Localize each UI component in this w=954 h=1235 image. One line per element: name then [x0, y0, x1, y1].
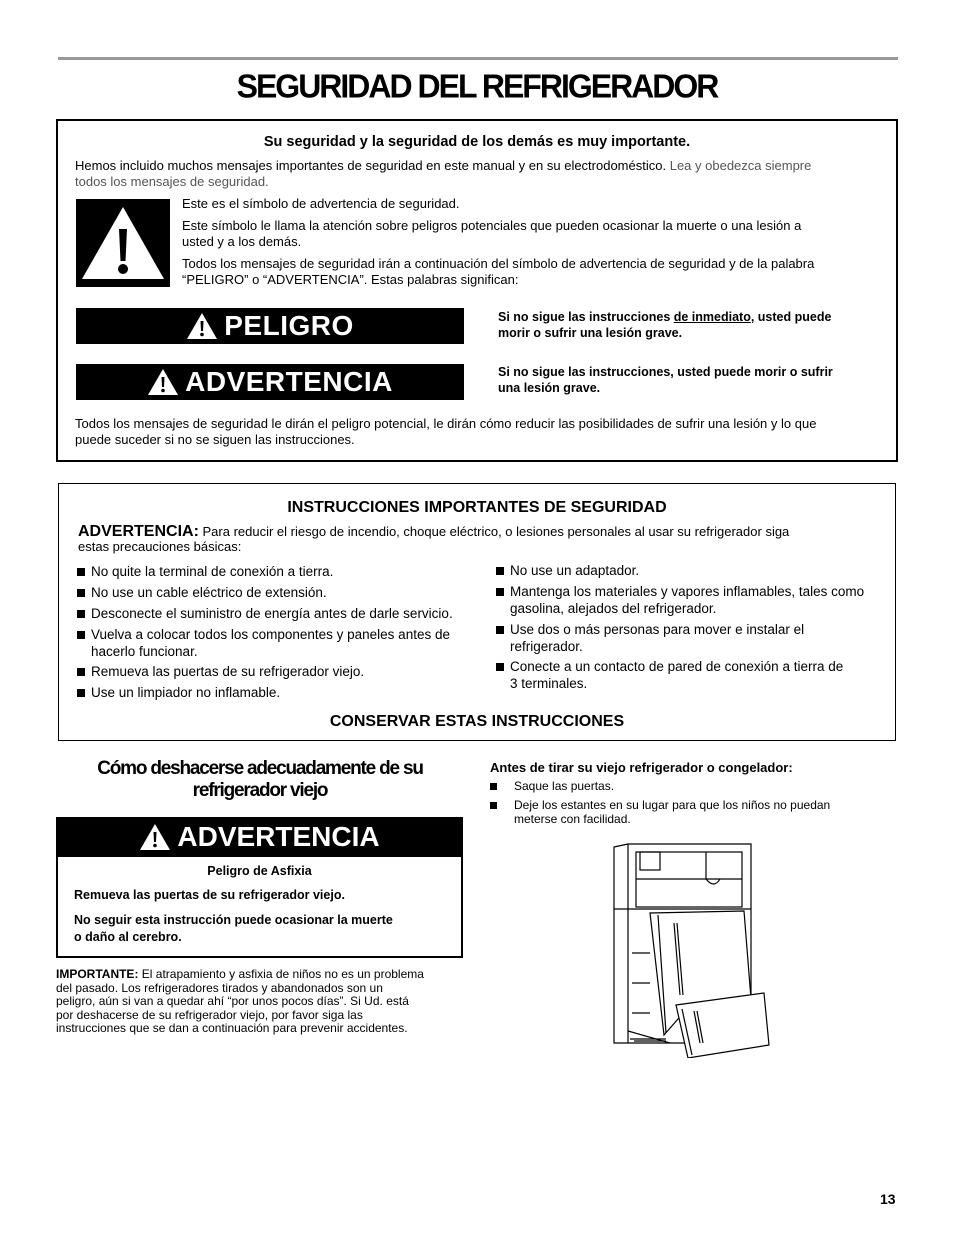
bullet-square-icon: [496, 588, 504, 596]
instructions-footer: CONSERVAR ESTAS INSTRUCCIONES: [329, 713, 625, 730]
list-item: No use un adaptador.: [494, 562, 910, 579]
bullet-square-icon: [496, 663, 504, 671]
page-number: 13: [880, 1191, 896, 1207]
safety-closing: Todos los mensajes de seguridad le dirán el peligro potencial, le dirán cómo reducir las posibilidades de sufrir una lesión y lo que puede suceder si no se siguen las instrucciones.: [75, 416, 817, 447]
top-rule: [58, 57, 898, 60]
bullet-square-icon: [77, 631, 85, 639]
list-item: Use un limpiador no inflamable.: [75, 684, 491, 701]
symbol-text-3: Todos los mensajes de seguridad irán a continuación del símbolo de advertencia de seguridad y de la palabra “PELIGRO” o “ADVERTENCIA”. Estas palabras significan:: [182, 256, 815, 287]
bullet-square-icon: [77, 668, 85, 676]
disposal-heading: Cómo deshacerse adecuadamente de su refrigerador viejo: [97, 758, 423, 801]
list-item: No use un cable eléctrico de extensión.: [75, 584, 491, 601]
warning-sign: ADVERTENCIA: [76, 364, 464, 400]
safety-heading: Su seguridad y la seguridad de los demás es muy importante.: [263, 134, 691, 150]
instructions-warning: ADVERTENCIA: Para reducir el riesgo de incendio, choque eléctrico, o lesiones personales al usar su refrigerador siga estas precauciones básicas:: [78, 523, 790, 554]
hazard-title: Peligro de Asfixia: [207, 864, 312, 878]
hazard-line-1: Remueva las puertas de su refrigerador viejo.: [74, 888, 345, 902]
list-item: Vuelva a colocar todos los componentes y paneles antes de hacerlo funcionar.: [75, 626, 491, 660]
hazard-line-2: No seguir esta instrucción puede ocasionar la muerte o daño al cerebro.: [74, 913, 393, 944]
list-item: Saque las puertas.: [490, 780, 914, 794]
safety-intro: Hemos incluido muchos mensajes importantes de seguridad en este manual y en su electrodoméstico. Lea y obedezca siempre todos los mensajes de seguridad.: [75, 158, 812, 189]
danger-description: Si no sigue las instrucciones de inmediato, usted puede morir o sufrir una lesión grave.: [498, 310, 832, 340]
danger-sign: PELIGRO: [76, 308, 464, 344]
bullet-square-icon: [77, 568, 85, 576]
list-item: Mantenga los materiales y vapores inflamables, tales como gasolina, alejados del refrigerador.: [494, 583, 910, 617]
list-item: Remueva las puertas de su refrigerador viejo.: [75, 663, 491, 680]
important-note: IMPORTANTE: El atrapamiento y asfixia de niños no es un problema del pasado. Los refrigeradores tirados y abandonados son un peligro, aún si van a quedar ahí “por unos pocos días”. Si Ud. está por deshacerse de su refrigerador viejo, por favor siga las instrucciones que se dan a continuación para prevenir accidentes.: [56, 967, 424, 1035]
before-disposal-heading: Antes de tirar su viejo refrigerador o congelador:: [490, 760, 793, 775]
bullet-square-icon: [496, 567, 504, 575]
warning-triangle-icon: [186, 312, 218, 340]
warning-triangle-icon: [147, 368, 179, 396]
disposal-warning-sign: ADVERTENCIA: [56, 817, 463, 857]
warning-triangle-icon: [139, 823, 171, 851]
bullet-square-icon: [490, 783, 497, 790]
symbol-text-2: Este símbolo le llama la atención sobre peligros potenciales que pueden ocasionar la muerte o una lesión a usted y a los demás.: [182, 218, 802, 249]
bullet-square-icon: [77, 610, 85, 618]
list-item: Use dos o más personas para mover e instalar el refrigerador.: [494, 621, 910, 655]
page-title: SEGURIDAD DEL REFRIGERADOR: [236, 67, 718, 105]
warning-description: Si no sigue las instrucciones, usted puede morir o sufrir una lesión grave.: [498, 365, 833, 395]
safety-alert-symbol-icon: [76, 199, 170, 292]
list-item: No quite la terminal de conexión a tierra.: [75, 563, 491, 580]
list-item: Deje los estantes en su lugar para que los niños no puedan meterse con facilidad.: [490, 799, 914, 826]
bullet-square-icon: [77, 689, 85, 697]
instructions-heading: INSTRUCCIONES IMPORTANTES DE SEGURIDAD: [287, 499, 667, 516]
bullet-square-icon: [490, 802, 497, 809]
symbol-text-1: Este es el símbolo de advertencia de seguridad.: [182, 196, 460, 211]
bullet-square-icon: [496, 626, 504, 634]
list-item: Desconecte el suministro de energía antes de darle servicio.: [75, 605, 491, 622]
refrigerator-doors-removed-illustration: [610, 843, 775, 1063]
important-instructions-box: [58, 483, 896, 741]
list-item: Conecte a un contacto de pared de conexión a tierra de 3 terminales.: [494, 658, 910, 692]
disposal-warning-box: [56, 855, 463, 958]
bullet-square-icon: [77, 589, 85, 597]
safety-message-box: [56, 119, 898, 462]
